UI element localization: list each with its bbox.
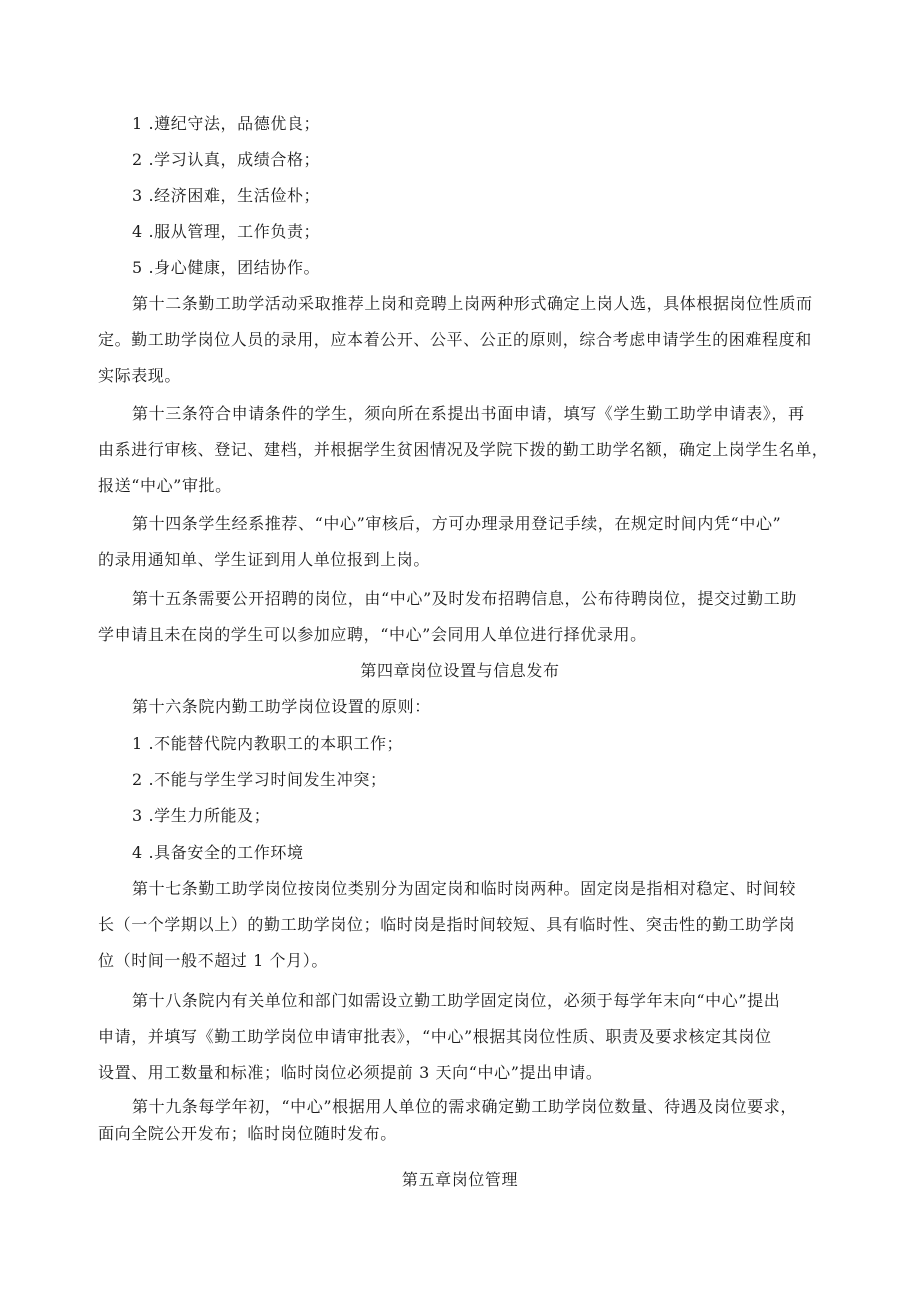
article-17-line: 长（一个学期以上）的勤工助学岗位；临时岗是指时间较短、具有临时性、突击性的勤工助学岗 <box>98 915 796 934</box>
article-13-line: 报送“中心”审批。 <box>98 476 232 495</box>
article-16-line: 第十六条院内勤工助学岗位设置的原则： <box>132 697 431 716</box>
article-12-line: 定。勤工助学岗位人员的录用，应本着公开、公平、公正的原则，综合考虑申请学生的困难程度和 <box>98 330 812 349</box>
article-13-line: 由系进行审核、登记、建档，并根据学生贫困情况及学院下拨的勤工助学名额，确定上岗学生名单， <box>98 440 829 459</box>
list-item: 5 .身心健康，团结协作。 <box>132 258 321 277</box>
article-19-line: 第十九条每学年初，“中心”根据用人单位的需求确定勤工助学岗位数量、待遇及岗位要求， <box>132 1097 797 1116</box>
article-18-line: 设置、用工数量和标准；临时岗位必须提前 3 天向“中心”提出申请。 <box>98 1063 603 1082</box>
list-item: 2 .学习认真，成绩合格； <box>132 150 321 169</box>
article-18-line: 第十八条院内有关单位和部门如需设立勤工助学固定岗位，必须于每学年末向“中心”提出 <box>132 991 781 1010</box>
list-item: 3 .经济困难，生活俭朴； <box>132 186 321 205</box>
article-19-line: 面向全院公开发布；临时岗位随时发布。 <box>98 1124 397 1143</box>
list-item: 3 .学生力所能及； <box>132 806 271 825</box>
list-item: 2 .不能与学生学习时间发生冲突； <box>132 770 387 789</box>
list-item: 1 .遵纪守法，品德优良； <box>132 114 321 133</box>
list-item: 4 .服从管理，工作负责； <box>132 222 321 241</box>
article-13-line: 第十三条符合申请条件的学生，须向所在系提出书面申请，填写《学生勤工助学申请表》，再 <box>132 404 805 423</box>
article-14-line: 的录用通知单、学生证到用人单位报到上岗。 <box>98 550 431 569</box>
chapter-5-heading: 第五章岗位管理 <box>401 1170 519 1189</box>
article-17-line: 第十七条勤工助学岗位按岗位类别分为固定岗和临时岗两种。固定岗是指相对稳定、时间较 <box>132 879 797 898</box>
article-15-line: 第十五条需要公开招聘的岗位，由“中心”及时发布招聘信息，公布待聘岗位，提交过勤工助 <box>132 589 797 608</box>
article-15-line: 学申请且未在岗的学生可以参加应聘，“中心”会同用人单位进行择优录用。 <box>98 625 647 644</box>
article-17-line: 位（时间一般不超过 1 个月）。 <box>98 951 328 970</box>
list-item: 4 .具备安全的工作环境 <box>132 843 304 862</box>
article-18-line: 申请，并填写《勤工助学岗位申请审批表》，“中心”根据其岗位性质、职责及要求核定其岗位 <box>98 1027 772 1046</box>
article-14-line: 第十四条学生经系推荐、“中心”审核后，方可办理录用登记手续，在规定时间内凭“中心” <box>132 514 782 533</box>
article-12-line: 第十二条勤工助学活动采取推荐上岗和竞聘上岗两种形式确定上岗人选，具体根据岗位性质而 <box>132 294 813 313</box>
article-12-line: 实际表现。 <box>98 366 182 385</box>
chapter-4-heading: 第四章岗位设置与信息发布 <box>360 661 560 680</box>
list-item: 1 .不能替代院内教职工的本职工作； <box>132 734 404 753</box>
